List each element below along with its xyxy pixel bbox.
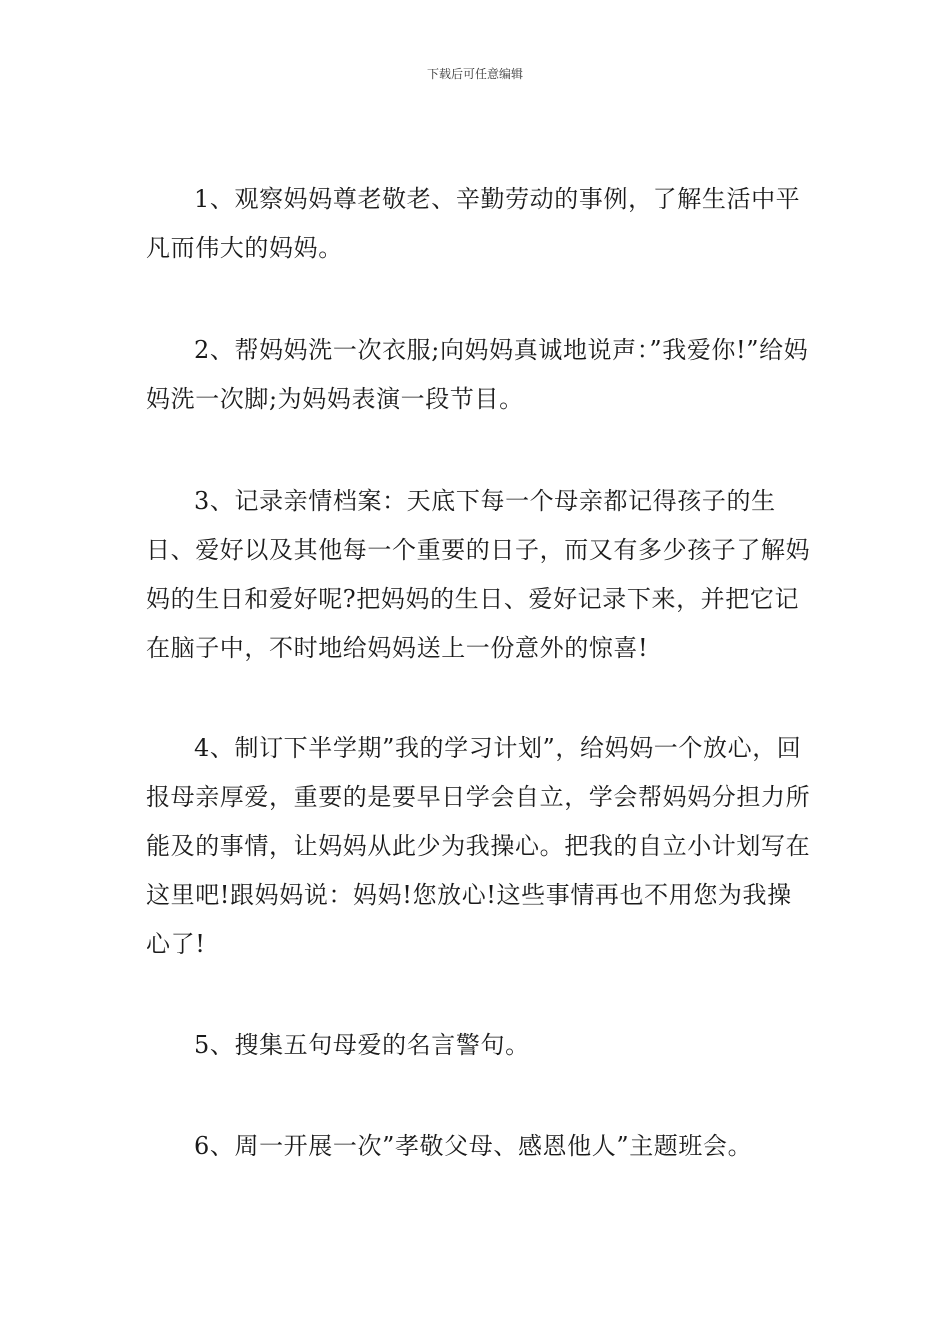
paragraph-item-5: 5、搜集五句母爱的名言警句。 bbox=[194, 1031, 530, 1059]
paragraph-item-2: 2、帮妈妈洗一次衣服;向妈妈真诚地说声：”我爱你!”给妈妈洗一次脚;为妈妈表演一段节目。 bbox=[146, 336, 809, 413]
paragraph-item-6: 6、周一开展一次”孝敬父母、感恩他人”主题班会。 bbox=[194, 1132, 753, 1160]
paragraph-item-3: 3、记录亲情档案：天底下每一个母亲都记得孩子的生日、爱好以及其他每一个重要的日子，而又有多少孩子了解妈妈的生日和爱好呢?把妈妈的生日、爱好记录下来，并把它记在脑子中，不时地给妈妈送上一份意外的惊喜! bbox=[146, 487, 811, 662]
paragraph-item-1: 1、观察妈妈尊老敬老、辛勤劳动的事例，了解生活中平凡而伟大的妈妈。 bbox=[146, 185, 801, 262]
page-header: 下载后可任意编辑 bbox=[426, 67, 523, 81]
paragraph-item-4: 4、制订下半学期”我的学习计划”，给妈妈一个放心，回报母亲厚爱，重要的是要早日学会自立，学会帮妈妈分担力所能及的事情，让妈妈从此少为我操心。把我的自立小计划写在这里吧!跟妈妈说：妈妈!您放心!这些事情再也不用您为我操心了! bbox=[146, 734, 811, 958]
